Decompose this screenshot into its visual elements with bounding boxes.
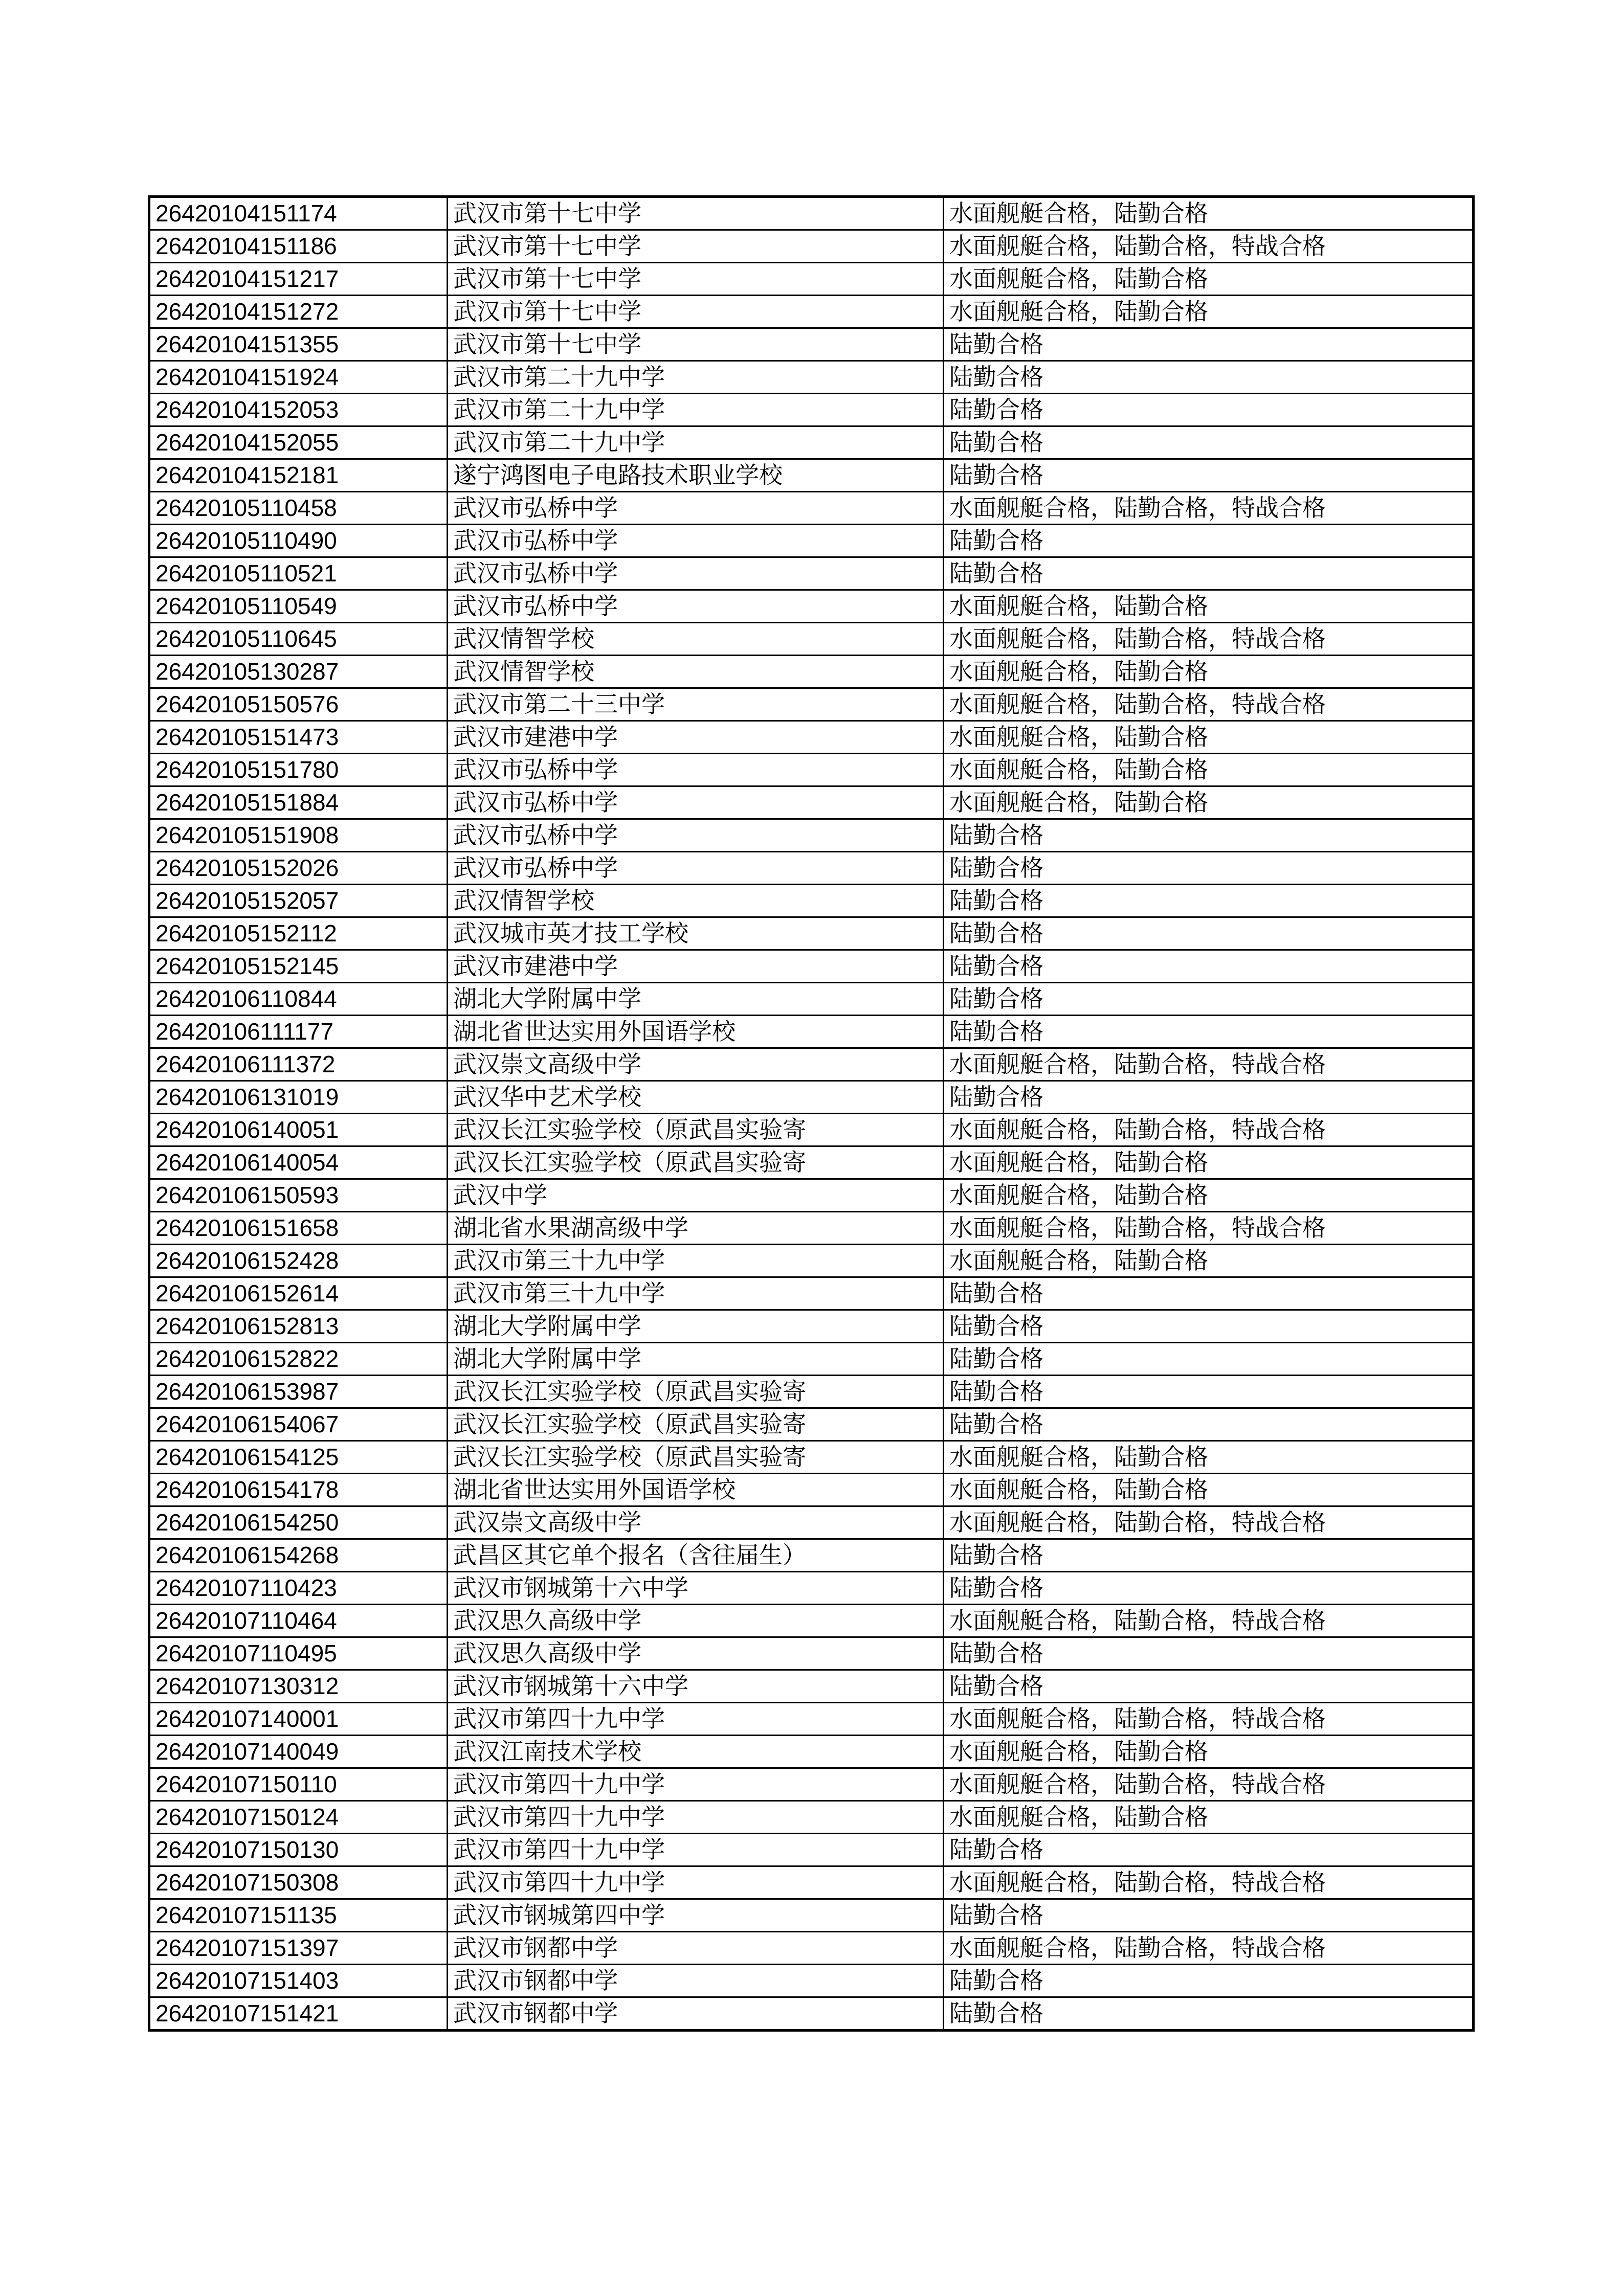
exam-result-cell: 水面舰艇合格，陆勤合格，特战合格: [944, 1932, 1474, 1965]
candidate-id-cell: 26420106110844: [149, 983, 448, 1016]
school-name-cell: 武汉市弘桥中学: [448, 590, 944, 623]
table-row: [149, 786, 1474, 819]
candidate-id-cell: 26420105110549: [149, 590, 448, 623]
school-name-cell: 武汉市弘桥中学: [448, 786, 944, 819]
table-row: [149, 1245, 1474, 1277]
school-name-cell: 武汉市弘桥中学: [448, 754, 944, 786]
exam-result-cell: 水面舰艇合格，陆勤合格: [944, 754, 1474, 786]
table-row: [149, 1997, 1474, 2031]
table-row: [149, 950, 1474, 983]
school-name-cell: 武汉长江实验学校（原武昌实验寄: [448, 1441, 944, 1474]
school-name-cell: 武汉市第十七中学: [448, 263, 944, 296]
exam-result-cell: 水面舰艇合格，陆勤合格，特战合格: [944, 688, 1474, 721]
table-row: [149, 819, 1474, 852]
exam-result-cell: 陆勤合格: [944, 459, 1474, 492]
school-name-cell: 武汉市第三十九中学: [448, 1277, 944, 1310]
candidate-id-cell: 26420107140049: [149, 1736, 448, 1768]
school-name-cell: 湖北大学附属中学: [448, 1343, 944, 1376]
candidate-id-cell: 26420106140051: [149, 1114, 448, 1146]
school-name-cell: 武汉崇文高级中学: [448, 1506, 944, 1539]
exam-result-cell: 陆勤合格: [944, 1343, 1474, 1376]
school-name-cell: 武汉市第二十九中学: [448, 394, 944, 426]
candidate-id-cell: 26420105152112: [149, 917, 448, 950]
school-name-cell: 武汉情智学校: [448, 656, 944, 688]
school-name-cell: 武汉市钢城第四中学: [448, 1899, 944, 1932]
candidate-id-cell: 26420105151473: [149, 721, 448, 754]
school-name-cell: 武汉长江实验学校（原武昌实验寄: [448, 1376, 944, 1408]
school-name-cell: 武汉市弘桥中学: [448, 557, 944, 590]
exam-result-cell: 陆勤合格: [944, 557, 1474, 590]
candidate-id-cell: 26420105110521: [149, 557, 448, 590]
school-name-cell: 武汉市钢都中学: [448, 1997, 944, 2031]
table-row: [149, 1277, 1474, 1310]
exam-result-cell: 水面舰艇合格，陆勤合格: [944, 590, 1474, 623]
table-row: [149, 1605, 1474, 1637]
school-name-cell: 武汉市第四十九中学: [448, 1801, 944, 1834]
candidate-id-cell: 26420104151174: [149, 197, 448, 230]
table-row: [149, 361, 1474, 394]
table-row: [149, 1048, 1474, 1081]
school-name-cell: 湖北省世达实用外国语学校: [448, 1016, 944, 1048]
exam-result-cell: 陆勤合格: [944, 1834, 1474, 1866]
table-row: [149, 492, 1474, 525]
school-name-cell: 武汉市第二十三中学: [448, 688, 944, 721]
table-row: [149, 1572, 1474, 1605]
exam-result-cell: 陆勤合格: [944, 852, 1474, 885]
exam-result-cell: 陆勤合格: [944, 1637, 1474, 1670]
candidate-id-cell: 26420106153987: [149, 1376, 448, 1408]
table-row: [149, 1637, 1474, 1670]
exam-result-cell: 水面舰艇合格，陆勤合格: [944, 1441, 1474, 1474]
table-row: [149, 1932, 1474, 1965]
exam-result-cell: 水面舰艇合格，陆勤合格: [944, 263, 1474, 296]
exam-result-cell: 水面舰艇合格，陆勤合格: [944, 197, 1474, 230]
table-row: [149, 1081, 1474, 1114]
candidate-id-cell: 26420106152822: [149, 1343, 448, 1376]
candidate-id-cell: 26420105110458: [149, 492, 448, 525]
exam-result-cell: 陆勤合格: [944, 1081, 1474, 1114]
exam-result-cell: 水面舰艇合格，陆勤合格: [944, 1179, 1474, 1212]
table-row: [149, 1146, 1474, 1179]
school-name-cell: 武汉长江实验学校（原武昌实验寄: [448, 1408, 944, 1441]
exam-result-cell: 水面舰艇合格，陆勤合格: [944, 1245, 1474, 1277]
school-name-cell: 武汉市第四十九中学: [448, 1768, 944, 1801]
school-name-cell: 武汉市第二十九中学: [448, 361, 944, 394]
school-name-cell: 武汉市弘桥中学: [448, 492, 944, 525]
school-name-cell: 武汉市第四十九中学: [448, 1866, 944, 1899]
table-row: [149, 1441, 1474, 1474]
candidate-id-cell: 26420105110490: [149, 525, 448, 557]
exam-result-cell: 水面舰艇合格，陆勤合格，特战合格: [944, 623, 1474, 656]
table-row: [149, 1212, 1474, 1245]
table-row: [149, 688, 1474, 721]
school-name-cell: 遂宁鸿图电子电路技术职业学校: [448, 459, 944, 492]
school-name-cell: 武汉崇文高级中学: [448, 1048, 944, 1081]
table-row: [149, 1343, 1474, 1376]
candidate-id-cell: 26420107150130: [149, 1834, 448, 1866]
exam-result-cell: 陆勤合格: [944, 394, 1474, 426]
school-name-cell: 武汉市第十七中学: [448, 296, 944, 328]
table-row: [149, 459, 1474, 492]
exam-result-cell: 水面舰艇合格，陆勤合格，特战合格: [944, 1768, 1474, 1801]
table-row: [149, 983, 1474, 1016]
school-name-cell: 武汉市第十七中学: [448, 328, 944, 361]
exam-result-cell: 陆勤合格: [944, 1016, 1474, 1048]
candidate-id-cell: 26420105151908: [149, 819, 448, 852]
exam-result-cell: 水面舰艇合格，陆勤合格，特战合格: [944, 1048, 1474, 1081]
exam-result-cell: 陆勤合格: [944, 1965, 1474, 1997]
table-row: [149, 1016, 1474, 1048]
table-row: [149, 1506, 1474, 1539]
table-row: [149, 230, 1474, 263]
candidate-id-cell: 26420107151397: [149, 1932, 448, 1965]
school-name-cell: 武汉市第四十九中学: [448, 1834, 944, 1866]
table-row: [149, 1408, 1474, 1441]
table-row: [149, 1768, 1474, 1801]
candidate-id-cell: 26420105152026: [149, 852, 448, 885]
school-name-cell: 武汉市第三十九中学: [448, 1245, 944, 1277]
candidate-id-cell: 26420107130312: [149, 1670, 448, 1703]
exam-result-cell: 陆勤合格: [944, 1277, 1474, 1310]
table-row: [149, 917, 1474, 950]
table-row: [149, 1866, 1474, 1899]
school-name-cell: 武汉市钢都中学: [448, 1932, 944, 1965]
table-row: [149, 197, 1474, 230]
candidate-id-cell: 26420107151403: [149, 1965, 448, 1997]
candidate-id-cell: 26420104151272: [149, 296, 448, 328]
candidate-id-cell: 26420106150593: [149, 1179, 448, 1212]
school-name-cell: 武汉市第四十九中学: [448, 1703, 944, 1736]
results-table-body: [149, 197, 1474, 2031]
candidate-id-cell: 26420107140001: [149, 1703, 448, 1736]
exam-result-cell: 陆勤合格: [944, 1376, 1474, 1408]
results-table: [148, 195, 1475, 2032]
school-name-cell: 武汉市钢城第十六中学: [448, 1670, 944, 1703]
table-row: [149, 1965, 1474, 1997]
candidate-id-cell: 26420106111372: [149, 1048, 448, 1081]
exam-result-cell: 陆勤合格: [944, 361, 1474, 394]
exam-result-cell: 水面舰艇合格，陆勤合格，特战合格: [944, 230, 1474, 263]
candidate-id-cell: 26420106152813: [149, 1310, 448, 1343]
table-row: [149, 754, 1474, 786]
candidate-id-cell: 26420104151186: [149, 230, 448, 263]
school-name-cell: 武汉华中艺术学校: [448, 1081, 944, 1114]
table-row: [149, 1376, 1474, 1408]
table-row: [149, 1539, 1474, 1572]
table-row: [149, 557, 1474, 590]
school-name-cell: 武汉中学: [448, 1179, 944, 1212]
table-row: [149, 1114, 1474, 1146]
candidate-id-cell: 26420106111177: [149, 1016, 448, 1048]
exam-result-cell: 陆勤合格: [944, 1670, 1474, 1703]
table-row: [149, 623, 1474, 656]
school-name-cell: 湖北大学附属中学: [448, 983, 944, 1016]
exam-result-cell: 水面舰艇合格，陆勤合格: [944, 296, 1474, 328]
exam-result-cell: 陆勤合格: [944, 950, 1474, 983]
exam-result-cell: 陆勤合格: [944, 525, 1474, 557]
table-row: [149, 885, 1474, 917]
candidate-id-cell: 26420107110423: [149, 1572, 448, 1605]
candidate-id-cell: 26420107150308: [149, 1866, 448, 1899]
school-name-cell: 武汉市建港中学: [448, 721, 944, 754]
candidate-id-cell: 26420105152057: [149, 885, 448, 917]
exam-result-cell: 水面舰艇合格，陆勤合格: [944, 1736, 1474, 1768]
candidate-id-cell: 26420106154067: [149, 1408, 448, 1441]
school-name-cell: 武汉市弘桥中学: [448, 525, 944, 557]
exam-result-cell: 水面舰艇合格，陆勤合格: [944, 1474, 1474, 1506]
candidate-id-cell: 26420107110464: [149, 1605, 448, 1637]
school-name-cell: 武汉市弘桥中学: [448, 819, 944, 852]
candidate-id-cell: 26420104152055: [149, 426, 448, 459]
exam-result-cell: 水面舰艇合格，陆勤合格: [944, 656, 1474, 688]
candidate-id-cell: 26420106151658: [149, 1212, 448, 1245]
candidate-id-cell: 26420104151355: [149, 328, 448, 361]
candidate-id-cell: 26420106131019: [149, 1081, 448, 1114]
exam-result-cell: 水面舰艇合格，陆勤合格: [944, 786, 1474, 819]
candidate-id-cell: 26420104151217: [149, 263, 448, 296]
exam-result-cell: 水面舰艇合格，陆勤合格: [944, 1801, 1474, 1834]
exam-result-cell: 水面舰艇合格，陆勤合格，特战合格: [944, 1866, 1474, 1899]
school-name-cell: 武汉长江实验学校（原武昌实验寄: [448, 1146, 944, 1179]
candidate-id-cell: 26420105130287: [149, 656, 448, 688]
table-row: [149, 721, 1474, 754]
table-row: [149, 296, 1474, 328]
table-row: [149, 1474, 1474, 1506]
exam-result-cell: 水面舰艇合格，陆勤合格，特战合格: [944, 1212, 1474, 1245]
exam-result-cell: 水面舰艇合格，陆勤合格，特战合格: [944, 1605, 1474, 1637]
candidate-id-cell: 26420106154178: [149, 1474, 448, 1506]
school-name-cell: 武昌区其它单个报名（含往届生）: [448, 1539, 944, 1572]
exam-result-cell: 水面舰艇合格，陆勤合格: [944, 721, 1474, 754]
table-row: [149, 1310, 1474, 1343]
exam-result-cell: 陆勤合格: [944, 819, 1474, 852]
exam-result-cell: 陆勤合格: [944, 426, 1474, 459]
candidate-id-cell: 26420106154125: [149, 1441, 448, 1474]
table-row: [149, 1899, 1474, 1932]
exam-result-cell: 水面舰艇合格，陆勤合格，特战合格: [944, 1703, 1474, 1736]
exam-result-cell: 陆勤合格: [944, 1572, 1474, 1605]
exam-result-cell: 水面舰艇合格，陆勤合格，特战合格: [944, 492, 1474, 525]
candidate-id-cell: 26420106152614: [149, 1277, 448, 1310]
table-row: [149, 1801, 1474, 1834]
candidate-id-cell: 26420105151780: [149, 754, 448, 786]
candidate-id-cell: 26420107151135: [149, 1899, 448, 1932]
table-row: [149, 590, 1474, 623]
school-name-cell: 湖北大学附属中学: [448, 1310, 944, 1343]
table-row: [149, 394, 1474, 426]
school-name-cell: 武汉情智学校: [448, 623, 944, 656]
exam-result-cell: 水面舰艇合格，陆勤合格，特战合格: [944, 1506, 1474, 1539]
exam-result-cell: 陆勤合格: [944, 885, 1474, 917]
candidate-id-cell: 26420106140054: [149, 1146, 448, 1179]
candidate-id-cell: 26420105151884: [149, 786, 448, 819]
school-name-cell: 武汉情智学校: [448, 885, 944, 917]
exam-result-cell: 陆勤合格: [944, 1539, 1474, 1572]
table-row: [149, 1670, 1474, 1703]
table-row: [149, 852, 1474, 885]
exam-result-cell: 陆勤合格: [944, 917, 1474, 950]
candidate-id-cell: 26420106154268: [149, 1539, 448, 1572]
school-name-cell: 武汉市钢都中学: [448, 1965, 944, 1997]
school-name-cell: 武汉市建港中学: [448, 950, 944, 983]
exam-result-cell: 水面舰艇合格，陆勤合格，特战合格: [944, 1114, 1474, 1146]
school-name-cell: 武汉市第十七中学: [448, 197, 944, 230]
exam-result-cell: 水面舰艇合格，陆勤合格: [944, 1146, 1474, 1179]
candidate-id-cell: 26420104152181: [149, 459, 448, 492]
exam-result-cell: 陆勤合格: [944, 983, 1474, 1016]
candidate-id-cell: 26420105150576: [149, 688, 448, 721]
school-name-cell: 武汉思久高级中学: [448, 1637, 944, 1670]
school-name-cell: 武汉城市英才技工学校: [448, 917, 944, 950]
table-row: [149, 1736, 1474, 1768]
candidate-id-cell: 26420104152053: [149, 394, 448, 426]
school-name-cell: 武汉江南技术学校: [448, 1736, 944, 1768]
exam-result-cell: 陆勤合格: [944, 328, 1474, 361]
table-row: [149, 1703, 1474, 1736]
school-name-cell: 武汉长江实验学校（原武昌实验寄: [448, 1114, 944, 1146]
school-name-cell: 武汉市弘桥中学: [448, 852, 944, 885]
table-row: [149, 1834, 1474, 1866]
table-row: [149, 656, 1474, 688]
school-name-cell: 武汉市第十七中学: [448, 230, 944, 263]
exam-result-cell: 陆勤合格: [944, 1899, 1474, 1932]
school-name-cell: 武汉思久高级中学: [448, 1605, 944, 1637]
school-name-cell: 武汉市钢城第十六中学: [448, 1572, 944, 1605]
table-row: [149, 1179, 1474, 1212]
table-row: [149, 426, 1474, 459]
table-row: [149, 525, 1474, 557]
school-name-cell: 湖北省水果湖高级中学: [448, 1212, 944, 1245]
candidate-id-cell: 26420105110645: [149, 623, 448, 656]
candidate-id-cell: 26420104151924: [149, 361, 448, 394]
school-name-cell: 武汉市第二十九中学: [448, 426, 944, 459]
candidate-id-cell: 26420107110495: [149, 1637, 448, 1670]
candidate-id-cell: 26420106152428: [149, 1245, 448, 1277]
exam-result-cell: 陆勤合格: [944, 1997, 1474, 2031]
table-row: [149, 328, 1474, 361]
candidate-id-cell: 26420106154250: [149, 1506, 448, 1539]
table-row: [149, 263, 1474, 296]
candidate-id-cell: 26420107150110: [149, 1768, 448, 1801]
exam-result-cell: 陆勤合格: [944, 1310, 1474, 1343]
school-name-cell: 湖北省世达实用外国语学校: [448, 1474, 944, 1506]
candidate-id-cell: 26420107151421: [149, 1997, 448, 2031]
candidate-id-cell: 26420105152145: [149, 950, 448, 983]
exam-result-cell: 陆勤合格: [944, 1408, 1474, 1441]
candidate-id-cell: 26420107150124: [149, 1801, 448, 1834]
